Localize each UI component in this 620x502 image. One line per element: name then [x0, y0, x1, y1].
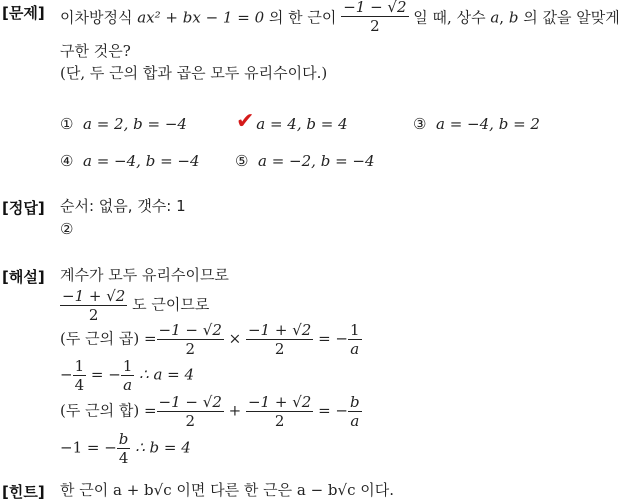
explanation-product-line: (두 근의 곱) = $\frac{-1 - √2}{2}$ × $\frac{-1 + √2}{2}$ = − $\frac{1}{a}$: [60, 321, 360, 358]
explanation-product-step: − $\frac{1}{4}$ = − $\frac{1}{a}$ ∴ a = 4: [60, 357, 195, 394]
answer-line-2: ②: [60, 220, 74, 238]
choice-4[interactable]: ④ a = −4, b = −4: [60, 152, 200, 170]
hint-text: 한 근이 a + b√c 이면 다른 한 근은 a − b√c 이다.: [60, 481, 395, 499]
answer-line-1: 순서: 없음, 갯수: 1: [60, 197, 186, 215]
problem-line-2: 구한 것은?: [60, 42, 131, 60]
choice-1[interactable]: ① a = 2, b = −4: [60, 115, 187, 133]
problem-line-1: 이차방정식 ax² + bx − 1 = 0 의 한 근이 $\frac{-1 - √2}{2}$ 일 때, 상수 a, b 의 값을 알맞게: [60, 0, 620, 35]
explanation-sum-step: −1 = − $\frac{b}{4}$ ∴ b = 4: [60, 430, 191, 467]
explanation-label: [해설]: [2, 268, 45, 286]
conjugate-fraction: $\frac{-1 + √2}{2}$: [62, 287, 126, 324]
problem-line-3: (단, 두 근의 합과 곱은 모두 유리수이다.): [60, 64, 328, 82]
hint-label: [힌트]: [2, 483, 45, 501]
explanation-line-1: 계수가 모두 유리수이므로: [60, 266, 229, 284]
answer-label: [정답]: [2, 199, 45, 217]
explanation-sum-line: (두 근의 합) = $\frac{-1 - √2}{2}$ + $\frac{-1 + √2}{2}$ = − $\frac{b}{a}$: [60, 393, 360, 430]
choice-3[interactable]: ③ a = −4, b = 2: [413, 115, 540, 133]
choice-5[interactable]: ⑤ a = −2, b = −4: [235, 152, 375, 170]
explanation-line-2: $\frac{-1 + √2}{2}$ 도 근이므로: [62, 287, 210, 324]
root-fraction: $\frac{-1 - √2}{2}$: [343, 0, 407, 35]
choice-2[interactable]: a = 4, b = 4: [256, 115, 348, 133]
problem-label: [문제]: [2, 4, 45, 22]
check-mark-icon: ✔: [236, 109, 255, 134]
